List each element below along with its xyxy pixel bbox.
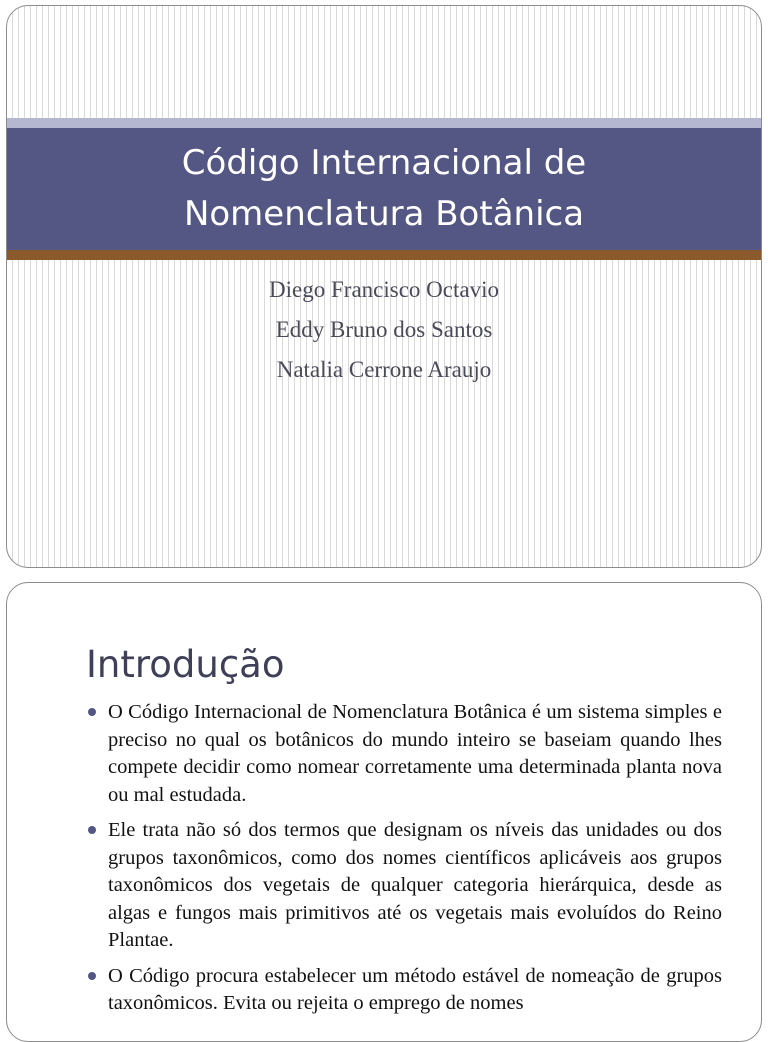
author-name: Eddy Bruno dos Santos (275, 317, 493, 342)
slide-heading: Introdução (86, 643, 285, 686)
slide-title: Código Internacional de Nomenclatura Botânica (181, 143, 587, 234)
bullet-icon (88, 708, 96, 716)
author-name: Natalia Cerrone Araujo (276, 357, 492, 382)
authors-list (7, 270, 761, 390)
bullet-list (86, 699, 722, 1026)
introduction-slide (6, 582, 762, 1042)
bullet-text: Ele trata não só dos termos que designam os níveis das unidades ou dos grupos taxonômicos, como dos nomes científicos aplicáveis aos grupos taxonômicos dos vegetais de qualquer categoria hierárquica, desde as algas e fungos mais primitivos até os vegetais mais evoluídos do Reino Plantae. (108, 819, 722, 951)
bullet-item (86, 963, 722, 1018)
bullet-text: O Código Internacional de Nomenclatura Botânica é um sistema simples e preciso no qual os botânicos do mundo inteiro se baseiam quando lhes compete decidir como nomear corretamente uma determinada planta nova ou mal estudada. (108, 701, 722, 806)
title-band (7, 128, 761, 250)
bullet-item (86, 699, 722, 809)
bullet-item (86, 817, 722, 955)
title-slide (6, 5, 762, 568)
title-band-top-stripe (7, 118, 761, 128)
title-band-bottom-stripe (7, 250, 761, 260)
bullet-icon (88, 972, 96, 980)
bullet-text: O Código procura estabelecer um método estável de nomeação de grupos taxonômicos. Evita ou rejeita o emprego de nomes (108, 964, 722, 1014)
author-name: Diego Francisco Octavio (269, 277, 499, 302)
bullet-icon (88, 826, 96, 834)
